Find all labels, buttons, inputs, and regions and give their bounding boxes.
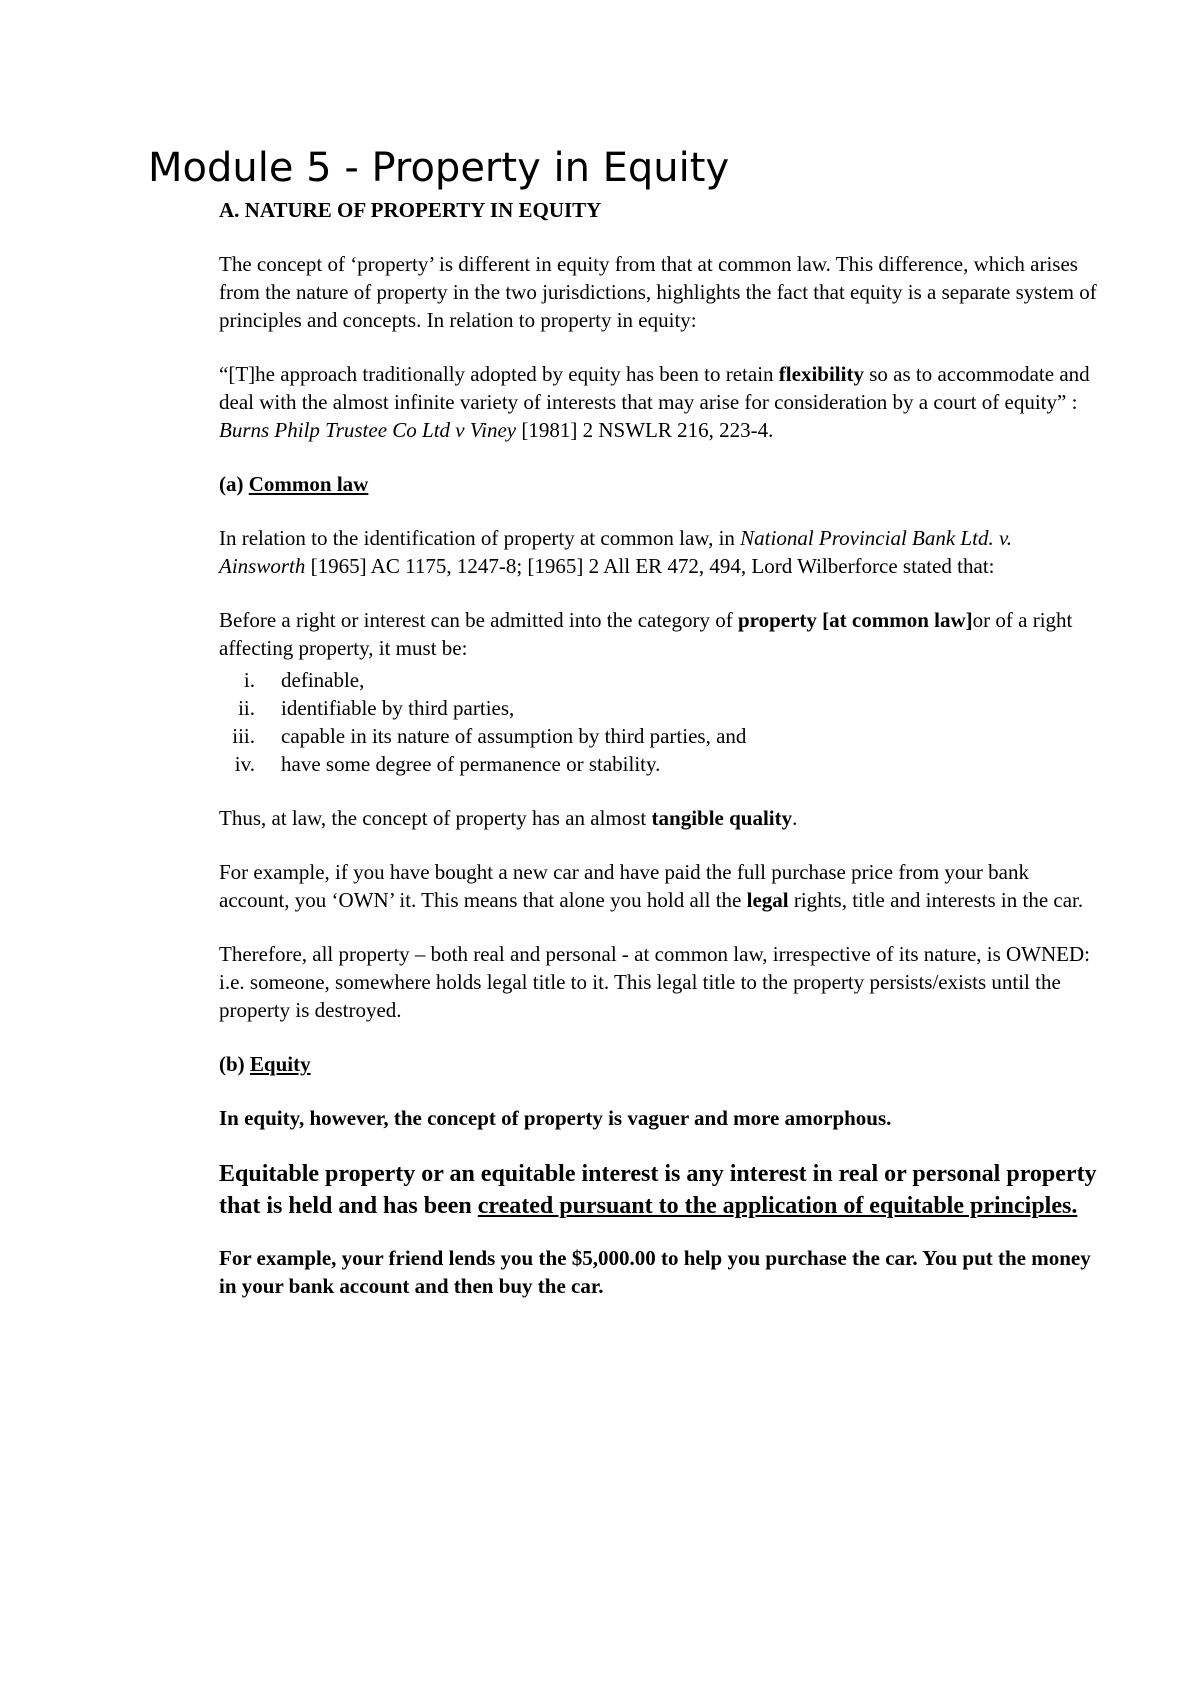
common-law-text-end: [1965] AC 1175, 1247-8; [1965] 2 All ER 472, 494, Lord Wilberforce stated that: [305,554,995,578]
car-example-text-start: For example, if you have bought a new car and have paid the full purchase price from your bank account, you ‘OWN’ it. This means that alone you hold all the [219,860,1029,912]
friend-example-paragraph: For example, your friend lends you the $5,000.00 to help you purchase the car. You put the money in your bank account and then buy the car. [219,1246,1091,1298]
list-item [219,722,1099,750]
equitable-definition-underlined: created pursuant to the application of equitable principles. [477,1193,1078,1219]
tangible-paragraph [219,804,1099,832]
owned-paragraph: Therefore, all property – both real and personal - at common law, irrespective of its nature, is OWNED: i.e. someone, somewhere holds legal title to it. This legal title to the property persists/exists until the property is destroyed. [219,942,1090,1022]
list-item-text: definable, [281,668,365,692]
equitable-definition-paragraph [219,1158,1099,1222]
car-example-paragraph [219,858,1099,914]
list-item-number: ii. [238,696,255,720]
common-law-text-start: In relation to the identification of property at common law, in [219,526,741,550]
criteria-emphasis: property [at common law] [737,608,973,632]
list-item-text: capable in its nature of assumption by third parties, and [281,724,747,748]
quote-emphasis: flexibility [778,362,864,386]
criteria-list [219,666,1099,778]
criteria-text-end: or of a right affecting property, it must be: [219,608,1073,660]
subheading-equity [219,1050,1099,1078]
criteria-text-start: Before a right or interest can be admitted into the category of [219,608,738,632]
common-law-case-name: National Provincial Bank Ltd. v. Ainsworth [219,526,1012,578]
list-item [219,666,1099,694]
equity-intro-paragraph: In equity, however, the concept of property is vaguer and more amorphous. [219,1106,892,1130]
quote-text-end: so as to accommodate and deal with the almost infinite variety of interests that may arise for consideration by a court of equity” : [219,362,1090,414]
list-item-number: iii. [232,724,255,748]
list-item-number: iv. [234,752,255,776]
subheading-prefix: (b) [219,1052,250,1076]
quote-text-start: “[T]he approach traditionally adopted by equity has been to retain [219,362,779,386]
section-heading: A. NATURE OF PROPERTY IN EQUITY [219,198,602,222]
subheading-label: Equity [249,1052,311,1076]
quote-case-name: Burns Philp Trustee Co Ltd v Viney [219,418,517,442]
page-title: Module 5 - Property in Equity [148,145,730,191]
list-item-text: identifiable by third parties, [281,696,515,720]
tangible-text-start: Thus, at law, the concept of property has an almost [219,806,652,830]
common-law-intro [219,524,1099,580]
subheading-label: Common law [248,472,369,496]
list-item [219,750,1099,778]
list-item-number: i. [243,668,255,692]
subheading-common-law [219,470,1099,498]
intro-paragraph: The concept of ‘property’ is different in equity from that at common law. This difference, which arises from the nature of property in the two jurisdictions, highlights the fact that equity is a separate system of principles and concepts. In relation to property in equity: [219,252,1097,332]
list-item [219,694,1099,722]
tangible-text-end: . [792,806,798,830]
list-item-text: have some degree of permanence or stability. [281,752,661,776]
subheading-prefix: (a) [219,472,249,496]
equitable-definition-text: Equitable property or an equitable interest is any interest in real or personal property that is held and has been [219,1161,1097,1219]
quote-paragraph [219,360,1099,444]
tangible-emphasis: tangible quality [651,806,793,830]
car-example-emphasis: legal [746,888,789,912]
car-example-text-end: rights, title and interests in the car. [788,888,1084,912]
document-body [219,196,1099,1326]
criteria-intro [219,606,1099,662]
quote-citation: [1981] 2 NSWLR 216, 223-4. [516,418,774,442]
